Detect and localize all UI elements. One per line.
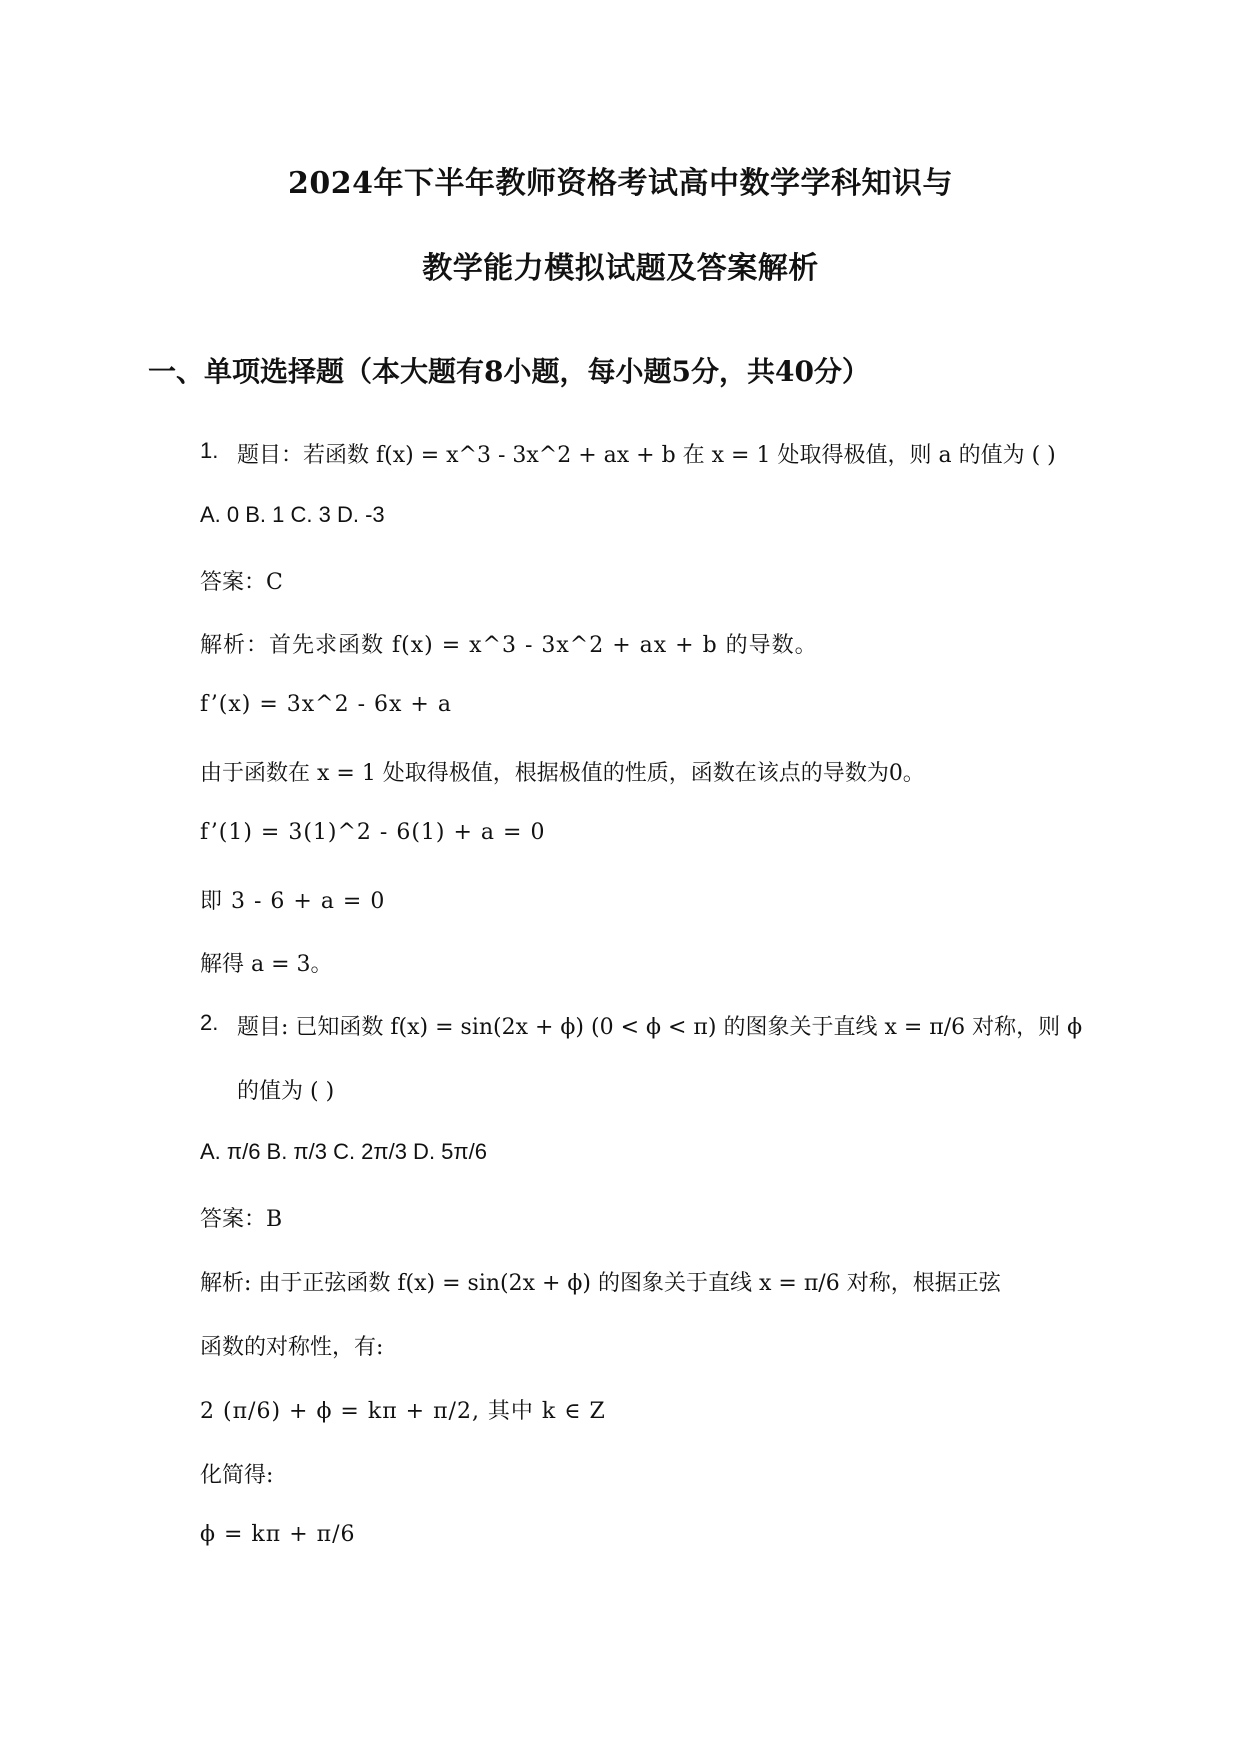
question-1-analysis-line: 解析：首先求函数 f(x) = x^3 - 3x^2 + ax + b 的导数。 xyxy=(200,633,818,658)
question-2-number: 2. xyxy=(200,1010,219,1035)
question-2-analysis-line: 化简得: xyxy=(200,1463,274,1488)
section-heading: 一、单项选择题（本大题有8小题，每小题5分，共40分） xyxy=(148,355,870,388)
question-1-number: 1. xyxy=(200,438,219,463)
question-2-answer: 答案：B xyxy=(200,1207,283,1232)
question-2-options: A. π/6 B. π/3 C. 2π/3 D. 5π/6 xyxy=(200,1139,487,1164)
document-title-line-1: 2024年下半年教师资格考试高中数学学科知识与 xyxy=(288,166,953,201)
document-title-line-2: 教学能力模拟试题及答案解析 xyxy=(422,251,819,286)
question-2-analysis-line: 函数的对称性，有: xyxy=(200,1335,384,1360)
question-1-answer: 答案：C xyxy=(200,570,283,595)
question-2-text-line-2: 的值为 ( ) xyxy=(237,1079,335,1104)
question-2-analysis-line: 解析: 由于正弦函数 f(x) = sin(2x + ϕ) 的图象关于直线 x = π/6 对称，根据正弦 xyxy=(200,1271,1001,1296)
question-1-options: A. 0 B. 1 C. 3 D. -3 xyxy=(200,502,385,527)
question-1-analysis-line: f’(1) = 3(1)^2 - 6(1) + a = 0 xyxy=(200,820,546,845)
question-2-analysis-line: ϕ = kπ + π/6 xyxy=(200,1522,356,1547)
question-2-analysis-line: 2 (π/6) + ϕ = kπ + π/2, 其中 k ∈ Z xyxy=(200,1399,606,1424)
question-1-text: 题目：若函数 f(x) = x^3 - 3x^2 + ax + b 在 x = 1 处取得极值，则 a 的值为 ( ) xyxy=(237,443,1056,468)
question-2-text-line-1: 题目: 已知函数 f(x) = sin(2x + ϕ) (0 < ϕ < π) 的图象关于直线 x = π/6 对称，则 ϕ xyxy=(237,1015,1083,1040)
question-1-analysis-line: 即 3 - 6 + a = 0 xyxy=(200,889,386,914)
question-1-analysis-line: 由于函数在 x = 1 处取得极值，根据极值的性质，函数在该点的导数为0。 xyxy=(200,761,925,786)
question-1-analysis-line: 解得 a = 3。 xyxy=(200,952,333,977)
question-1-analysis-line: f’(x) = 3x^2 - 6x + a xyxy=(200,692,452,717)
